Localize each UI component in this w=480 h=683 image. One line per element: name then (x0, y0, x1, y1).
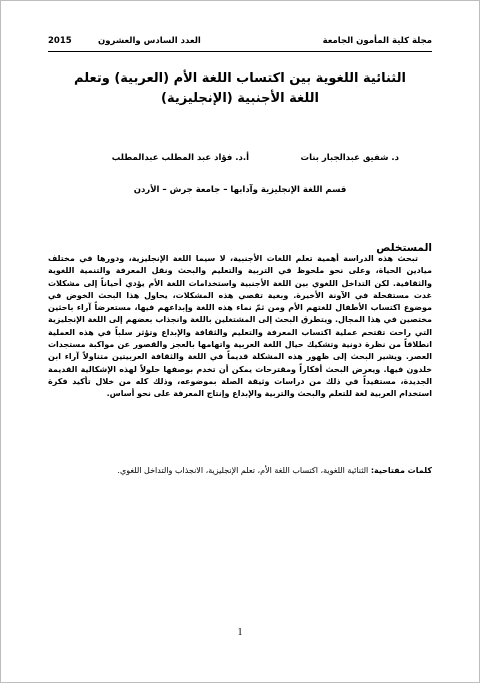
issue-year: 2015 (48, 36, 72, 46)
paper-title: الثنائية اللغوية بين اكتساب اللغة الأم (العربية) وتعلم اللغة الأجنبية (الإنجليزية) (74, 71, 406, 106)
page-number: 1 (237, 627, 243, 638)
author-line (81, 153, 399, 167)
abstract-body (48, 253, 432, 401)
keywords (48, 465, 432, 477)
header-rule (48, 51, 432, 52)
keywords-text: الثنائية اللغوية، اكتساب اللغة الأم، تعلم الإنجليزية، الانجذاب والتداخل اللغوي. (117, 466, 371, 475)
abstract-text: تبحث هذه الدراسة أهمية تعلم اللغات الأجنبية، لا سيما اللغة الإنجليزية، ودورها في مختلف ميادين الحياة، وعلى نحو ملحوظ في التربية والتعليم والبحث ونقل المعرفة والتنمية اللغوية والثقافية. لكن التداخل اللغوي بين اللغة الأجنبية واستخدامات اللغة الأم يؤدي أحياناً إلى مشكلات غدت مستفحلة في الآونة الأخيرة. وبغية تقصي هذه المشكلات، يحاول هذا البحث الخوض في موضوع اكتساب الأطفال للغتهم الأم ومن ثمّ نماء هذه اللغة وإبداعهم فيها، مستعرضاً آراء باحثين مختصين في هذا المجال. ويتطرق البحث إلى المشتغلين باللغة وانجذاب بعضهم إلى اللغة الإنجليزية التي راحت تقتحم عملية اكتساب المعرفة والتعليم والثقافة والإبداع وتؤثر سلباً في هذه العملية انطلاقاً من نظرة دونية وتشكيك حيال اللغة العربية واتهامها بالعجز والقصور عن مواكبة مستجدات العصر. ويشير البحث إلى ظهور هذه المشكلة قديماً في اللغة والثقافة العربيتين متناولاً آراء ابن خلدون فيها. ويعرض البحث أفكاراً ومقترحات يمكن أن تخدم بوصفها حلولاً لهذه الإشكالية القديمة الجديدة، مستفيداً في ذلك من دراسات وثيقة الصلة بموضوعه، وذلك كله من خلال تأكيد فكرة استخدام العربية لغة للتعلم والبحث والتربية والإبداع وإنتاج المعرفة على نحو أساس. (48, 254, 432, 399)
author-second: أ.د. فؤاد عبد المطلب عبدالمطلب (111, 153, 249, 163)
abstract-heading: المستخلص (376, 242, 432, 254)
issue-label: العدد السادس والعشرون (98, 36, 201, 46)
journal-name: مجلة كلية المأمون الجامعة (322, 36, 432, 46)
keywords-label: كلمات مفتاحية: (370, 466, 432, 475)
author-first: د. شفيق عبدالجبار بنات (300, 153, 399, 163)
affiliation: قسم اللغة الإنجليزية وآدابها – جامعة جرش – الأردن (133, 185, 347, 195)
running-header (48, 36, 432, 50)
